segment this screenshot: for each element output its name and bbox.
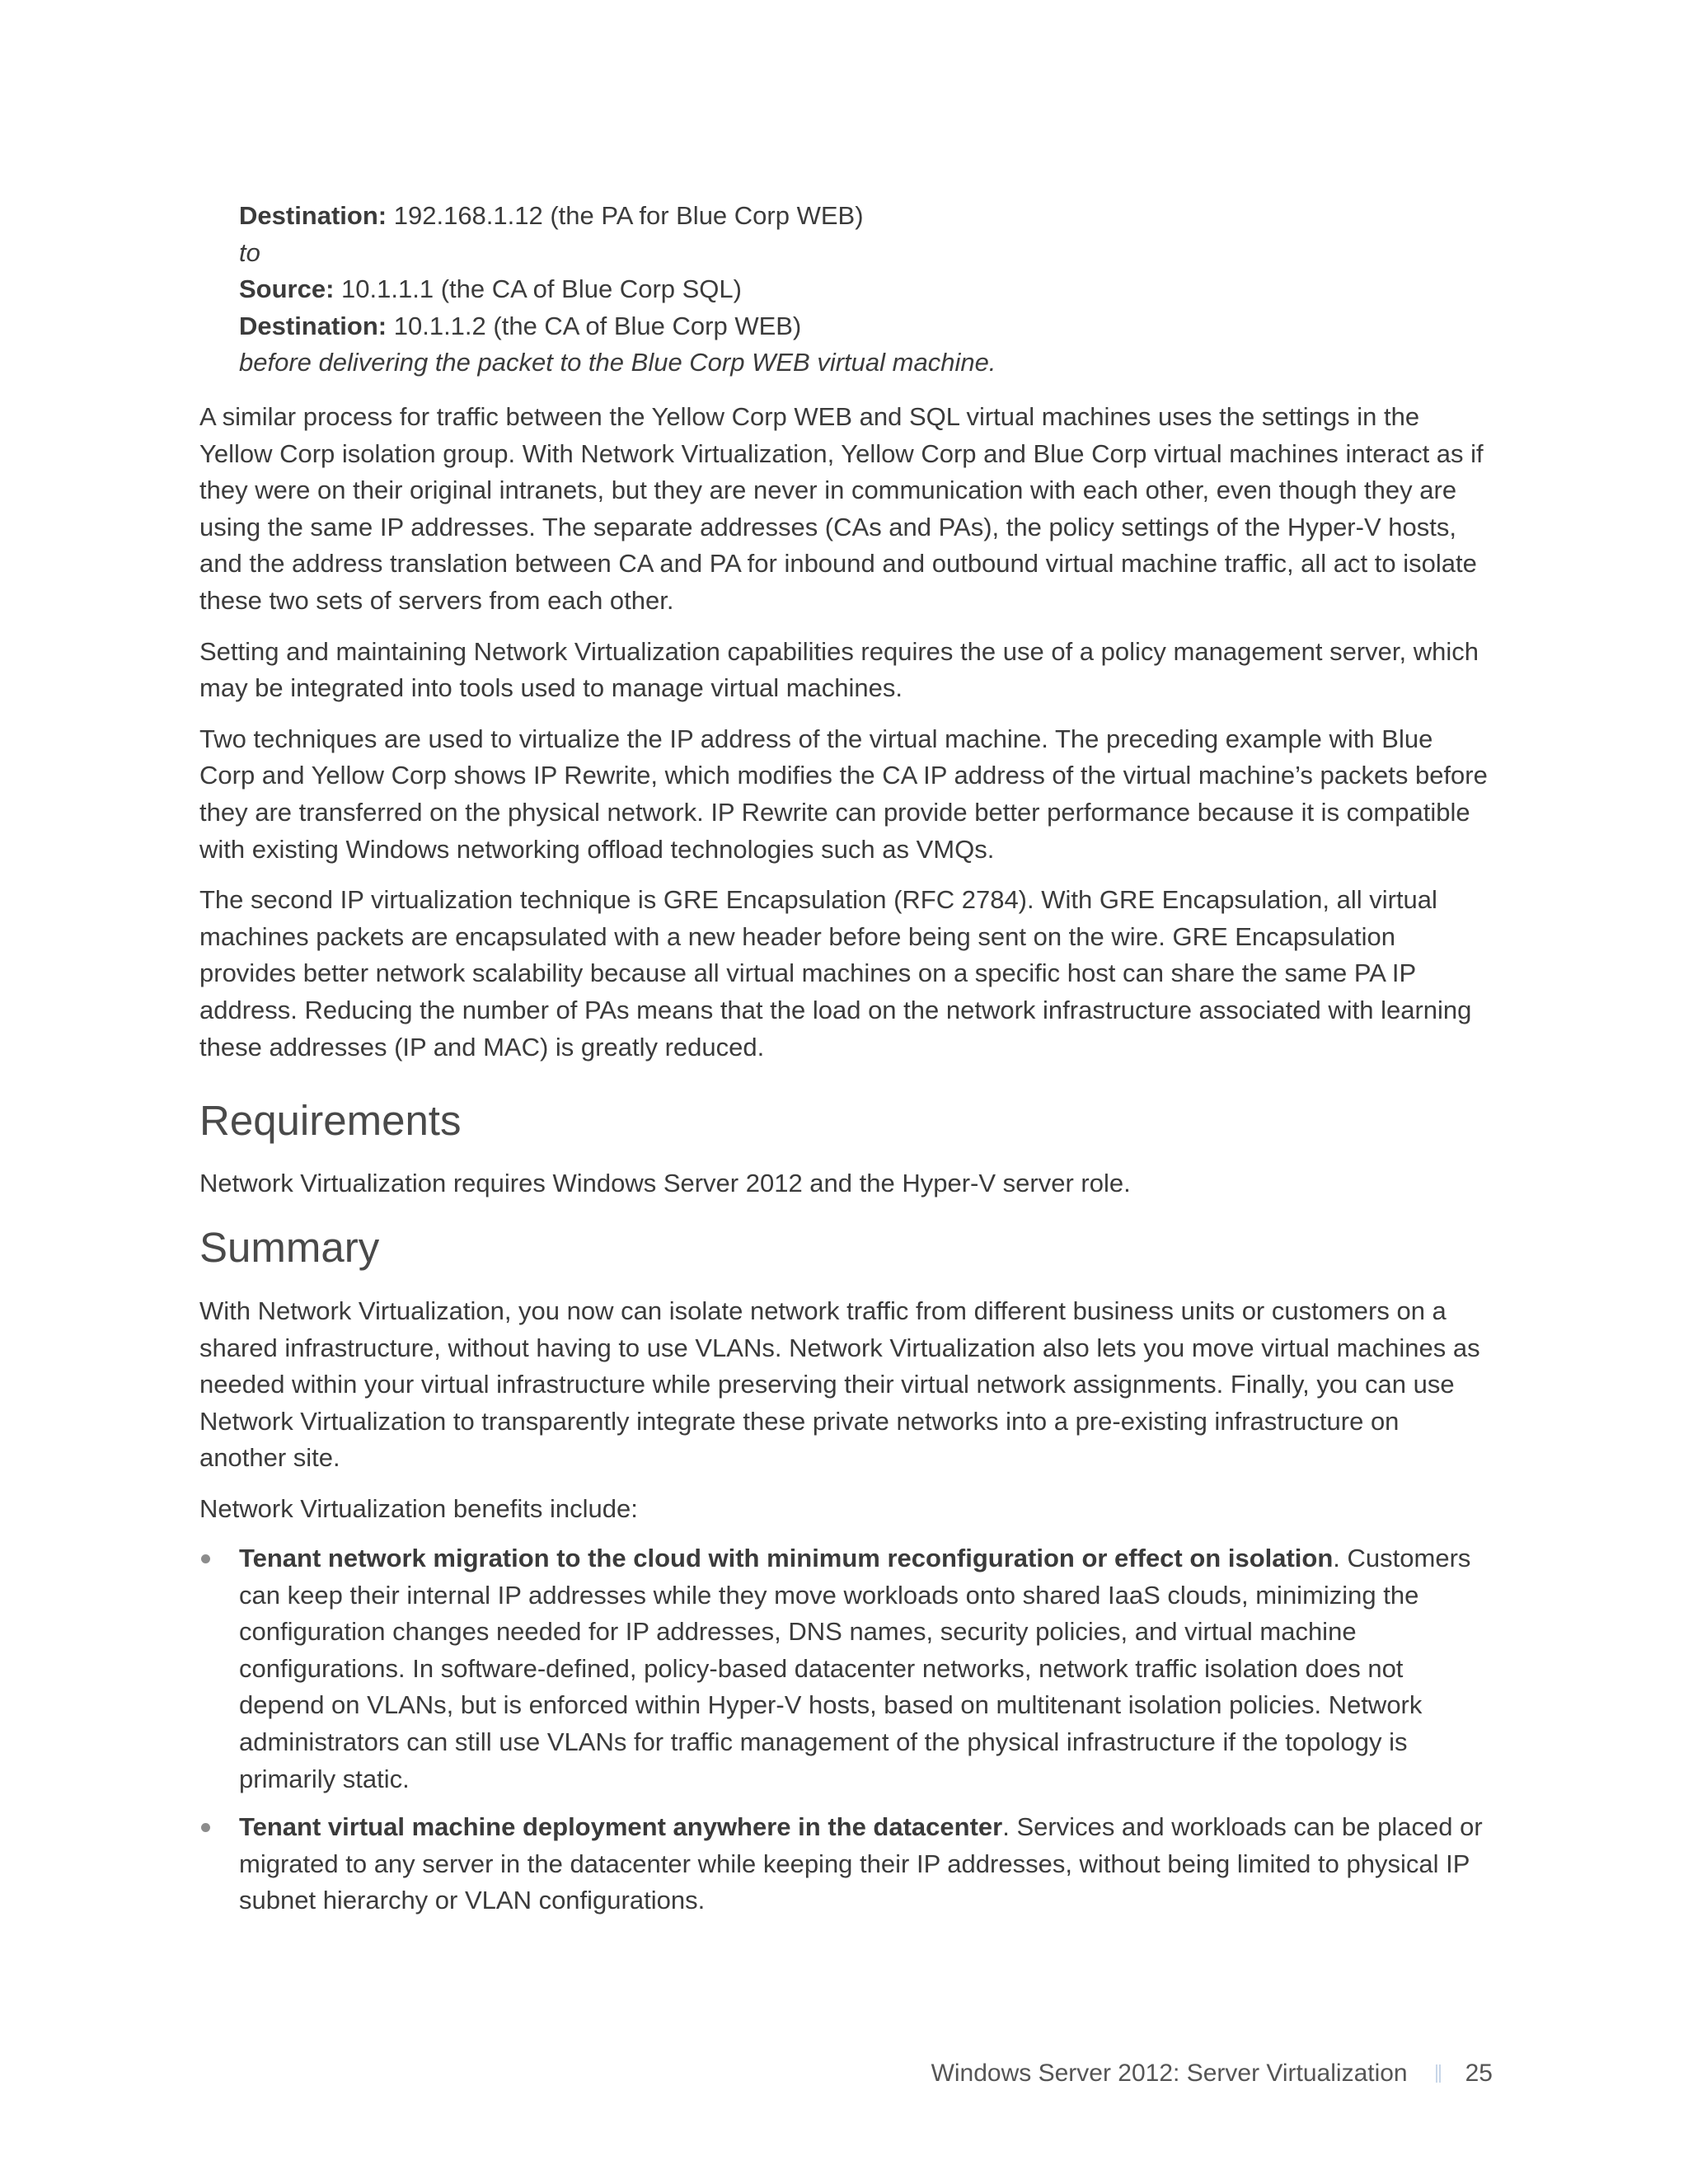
paragraph-gre-encapsulation: The second IP virtualization technique is GRE Encapsulation (RFC 2784). With GRE Encapsulation, all virtual machines packets are encapsulated with a new header before being sent on the wire. GRE Encapsulation provides better network scalability because all virtual machines on a specific host can share the same PA IP address. Reducing the number of PAs means that the load on the network infrastructure associated with learning these addresses (IP and MAC) is greatly reduced.	[199, 885, 1472, 1062]
benefit-description: . Customers can keep their internal IP addresses while they move workloads onto shared IaaS clouds, minimizing the configuration changes needed for IP addresses, DNS names, security policies, and virtual machine configurations. In software-defined, policy-based datacenter networks, network traffic isolation does not depend on VLANs, but is enforced within Hyper-V hosts, based on multitenant isolation policies. Network administrators can still use VLANs for traffic management of the physical infrastructure if the topology is primarily static.	[239, 1544, 1471, 1793]
body-section-1	[199, 399, 1490, 1066]
benefit-description: . Services and workloads can be placed or migrated to any server in the datacenter while keeping their IP addresses, without being limited to physical IP subnet hierarchy or VLAN configurations.	[239, 1812, 1483, 1915]
bullet-icon	[201, 1554, 210, 1563]
requirements-body	[199, 1165, 1490, 1202]
paragraph-isolation: A similar process for traffic between the Yellow Corp WEB and SQL virtual machines uses the settings in the Yellow Corp isolation group. With Network Virtualization, Yellow Corp and Blue Corp virtual machines interact as if they were on their original intranets, but they are never in communication with each other, even though they are using the same IP addresses. The separate addresses (CAs and PAs), the policy settings of the Hyper-V hosts, and the address translation between CA and PA for inbound and outbound virtual machine traffic, all act to isolate these two sets of servers from each other.	[199, 402, 1484, 615]
list-item	[199, 1809, 1490, 1919]
to-line: to	[239, 237, 260, 267]
source-ca-value: 10.1.1.1 (the CA of Blue Corp SQL)	[334, 274, 742, 303]
benefits-intro: Network Virtualization benefits include:	[199, 1493, 638, 1523]
summary-heading: Summary	[199, 1224, 380, 1271]
destination-label: Destination:	[239, 201, 387, 230]
summary-body	[199, 1293, 1490, 1528]
source-label: Source:	[239, 274, 335, 303]
destination-pa-line	[239, 198, 1475, 235]
benefits-list	[199, 1540, 1490, 1931]
destination-pa-value: 192.168.1.12 (the PA for Blue Corp WEB)	[387, 201, 864, 230]
paragraph-policy-server: Setting and maintaining Network Virtualization capabilities requires the use of a policy management server, which may be integrated into tools used to manage virtual machines.	[199, 636, 1479, 703]
address-translation-block	[239, 198, 1475, 382]
summary-paragraph: With Network Virtualization, you now can isolate network traffic from different business units or customers on a shared infrastructure, without having to use VLANs. Network Virtualization also lets you move virtual machines as needed within your virtual infrastructure while preserving their virtual network assignments. Finally, you can use Network Virtualization to transparently integrate these private networks into a pre-existing infrastructure on another site.	[199, 1296, 1480, 1473]
requirements-heading: Requirements	[199, 1097, 462, 1144]
paragraph-ip-rewrite: Two techniques are used to virtualize the IP address of the virtual machine. The preceding example with Blue Corp and Yellow Corp shows IP Rewrite, which modifies the CA IP address of the virtual machine’s packets before they are transferred on the physical network. IP Rewrite can provide better performance because it is compatible with existing Windows networking offload technologies such as VMQs.	[199, 724, 1488, 864]
destination-ca-value: 10.1.1.2 (the CA of Blue Corp WEB)	[387, 311, 802, 340]
destination-label-2: Destination:	[239, 311, 387, 340]
benefit-title: Tenant network migration to the cloud with minimum reconfiguration or effect on isolation	[239, 1544, 1334, 1572]
footer-title: Windows Server 2012: Server Virtualization	[931, 2060, 1408, 2087]
delivery-note-line: before delivering the packet to the Blue Corp WEB virtual machine.	[239, 348, 996, 377]
bullet-icon	[201, 1823, 210, 1832]
page-number: 25	[1465, 2060, 1493, 2087]
page-footer	[931, 2057, 1493, 2090]
benefit-title: Tenant virtual machine deployment anywhere in the datacenter	[239, 1812, 1003, 1842]
requirements-paragraph: Network Virtualization requires Windows Server 2012 and the Hyper-V server role.	[199, 1169, 1131, 1197]
list-item	[199, 1540, 1490, 1797]
footer-separator	[1436, 2064, 1441, 2083]
source-ca-line	[239, 271, 1475, 308]
destination-ca-line	[239, 308, 1475, 345]
